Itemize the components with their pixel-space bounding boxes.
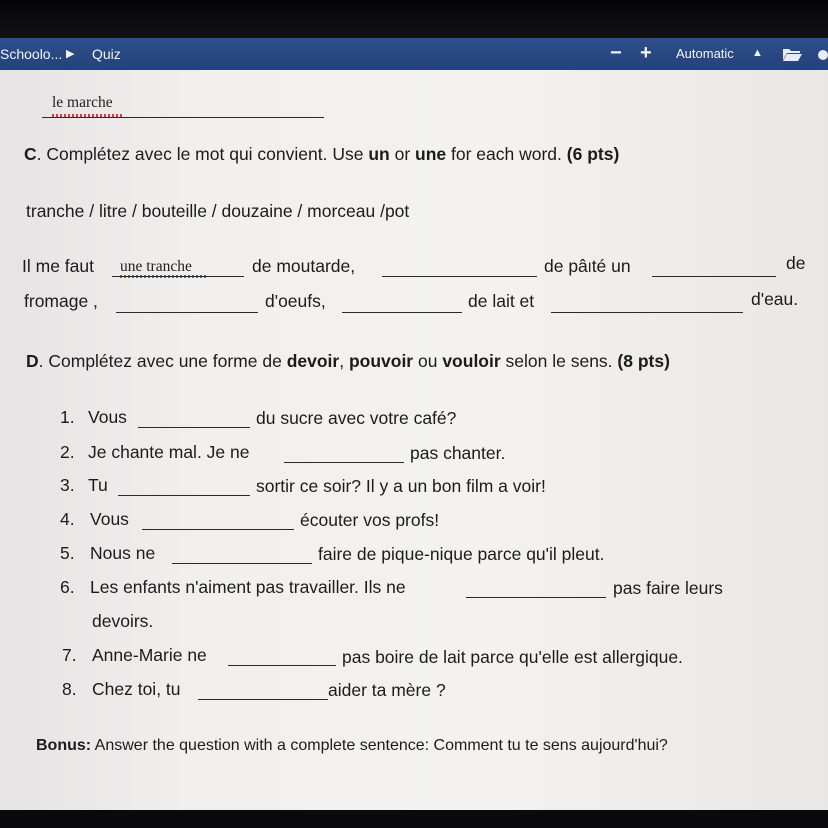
bonus-label: Bonus: (36, 737, 92, 754)
c-line1-part3a: de pâ (544, 256, 588, 276)
c-line1-part3 (544, 256, 631, 277)
item-1-end: du sucre avec votre café? (256, 408, 457, 428)
blank-d2[interactable] (284, 462, 404, 463)
section-c-points: (6 pts) (566, 144, 620, 164)
section-d-instr-part1: . Complétez avec une forme de (38, 351, 287, 371)
item-3-start: Tu (88, 475, 108, 495)
previous-answer-text: le marche (52, 94, 113, 111)
item-5-start: Nous ne (90, 543, 156, 563)
text-cursor-icon: I (587, 259, 592, 275)
blank-d7[interactable] (228, 665, 336, 666)
more-options-icon[interactable] (818, 50, 828, 60)
c-line2-part3: de lait et (468, 291, 535, 311)
word-bank: tranche / litre / bouteille / douzaine / morceau /pot (26, 201, 410, 221)
item-7-number: 7. (62, 645, 77, 665)
section-c-un: un (368, 144, 390, 164)
bonus-text: Answer the question with a complete sentence: Comment tu te sens aujourd'hui? (91, 737, 668, 754)
blank-c5[interactable] (342, 312, 462, 313)
section-d-instr-part2: selon le sens. (500, 351, 618, 371)
item-6-end: pas faire leurs (613, 578, 723, 598)
triangle-right-icon: ▶ (66, 48, 75, 60)
blank-d6[interactable] (466, 597, 606, 598)
item-2-number: 2. (60, 442, 75, 462)
zoom-select[interactable]: Automatic (676, 46, 734, 61)
section-c-letter: C (24, 144, 37, 164)
select-arrows-icon: ▲ (752, 47, 763, 59)
c-line2-part1: fromage , (24, 291, 98, 311)
c-line1-start: Il me faut (22, 256, 94, 276)
blank-d5[interactable] (172, 563, 312, 564)
blank-d8[interactable] (198, 699, 328, 700)
c-line1-part4: de (786, 253, 806, 273)
item-4-number: 4. (60, 509, 75, 529)
item-1-number: 1. (60, 407, 75, 427)
c-line1-part3b: té un (591, 256, 631, 276)
bonus-question (36, 737, 668, 755)
item-7-start: Anne-Marie ne (92, 645, 207, 665)
previous-answer-line (42, 117, 324, 118)
item-3-end: sortir ce soir? Il y a un bon film a voir! (256, 476, 546, 496)
item-1-start: Vous (88, 407, 127, 427)
viewer-toolbar (0, 38, 828, 70)
section-d-ou: ou (413, 351, 443, 371)
section-c-or: or (389, 144, 416, 164)
item-6-number: 6. (60, 577, 75, 597)
section-c-une: une (415, 144, 447, 164)
item-6-continuation: devoirs. (92, 611, 154, 631)
item-6-start: Les enfants n'aiment pas travailler. Ils ne (90, 577, 406, 597)
folder-open-icon[interactable] (782, 48, 802, 61)
zoom-out-button[interactable]: − (610, 42, 622, 64)
section-d-letter: D (26, 351, 39, 371)
c-line1-part2: de moutarde, (252, 256, 356, 276)
item-4-end: écouter vos profs! (300, 510, 440, 530)
blank-c2[interactable] (382, 276, 537, 277)
item-8-start: Chez toi, tu (92, 679, 181, 699)
item-8-number: 8. (62, 679, 77, 699)
item-8-end: aider ta mère ? (328, 680, 446, 700)
section-d-devoir: devoir (286, 351, 340, 371)
c-answer-1[interactable]: une tranche (120, 258, 192, 275)
blank-d3[interactable] (118, 495, 250, 496)
c-line2-part4: d'eau. (751, 289, 799, 309)
section-c-instr-part1: . Complétez avec le mot qui convient. Use (36, 144, 369, 164)
blank-c1[interactable] (112, 276, 244, 277)
section-d-vouloir: vouloir (442, 351, 501, 371)
c-line2-part2: d'oeufs, (265, 291, 326, 311)
breadcrumb-schoology[interactable]: Schoolo... (0, 46, 63, 62)
blank-c4[interactable] (116, 312, 258, 313)
item-5-end: faire de pique-nique parce qu'il pleut. (318, 544, 605, 564)
item-2-start: Je chante mal. Je ne (88, 442, 250, 462)
breadcrumb-quiz[interactable]: Quiz (92, 46, 121, 62)
monitor-bezel-top (0, 0, 828, 42)
blank-c6[interactable] (551, 312, 743, 313)
monitor-bezel-bottom (0, 810, 828, 828)
item-2-end: pas chanter. (410, 443, 506, 463)
item-3-number: 3. (60, 475, 75, 495)
blank-d4[interactable] (142, 529, 294, 530)
section-c-instr-part2: for each word. (446, 144, 567, 164)
section-c-instructions (24, 144, 619, 165)
item-7-end: pas boire de lait parce qu'elle est allergique. (342, 647, 683, 667)
item-5-number: 5. (60, 543, 75, 563)
section-d-instructions (26, 351, 670, 372)
blank-d1[interactable] (138, 427, 250, 428)
zoom-in-button[interactable]: + (640, 42, 652, 64)
section-d-pouvoir: pouvoir (348, 351, 414, 371)
item-4-start: Vous (90, 509, 129, 529)
quiz-document-page (0, 70, 828, 810)
section-d-comma: , (339, 351, 349, 371)
section-d-points: (8 pts) (617, 351, 670, 371)
blank-c3[interactable] (652, 276, 776, 277)
